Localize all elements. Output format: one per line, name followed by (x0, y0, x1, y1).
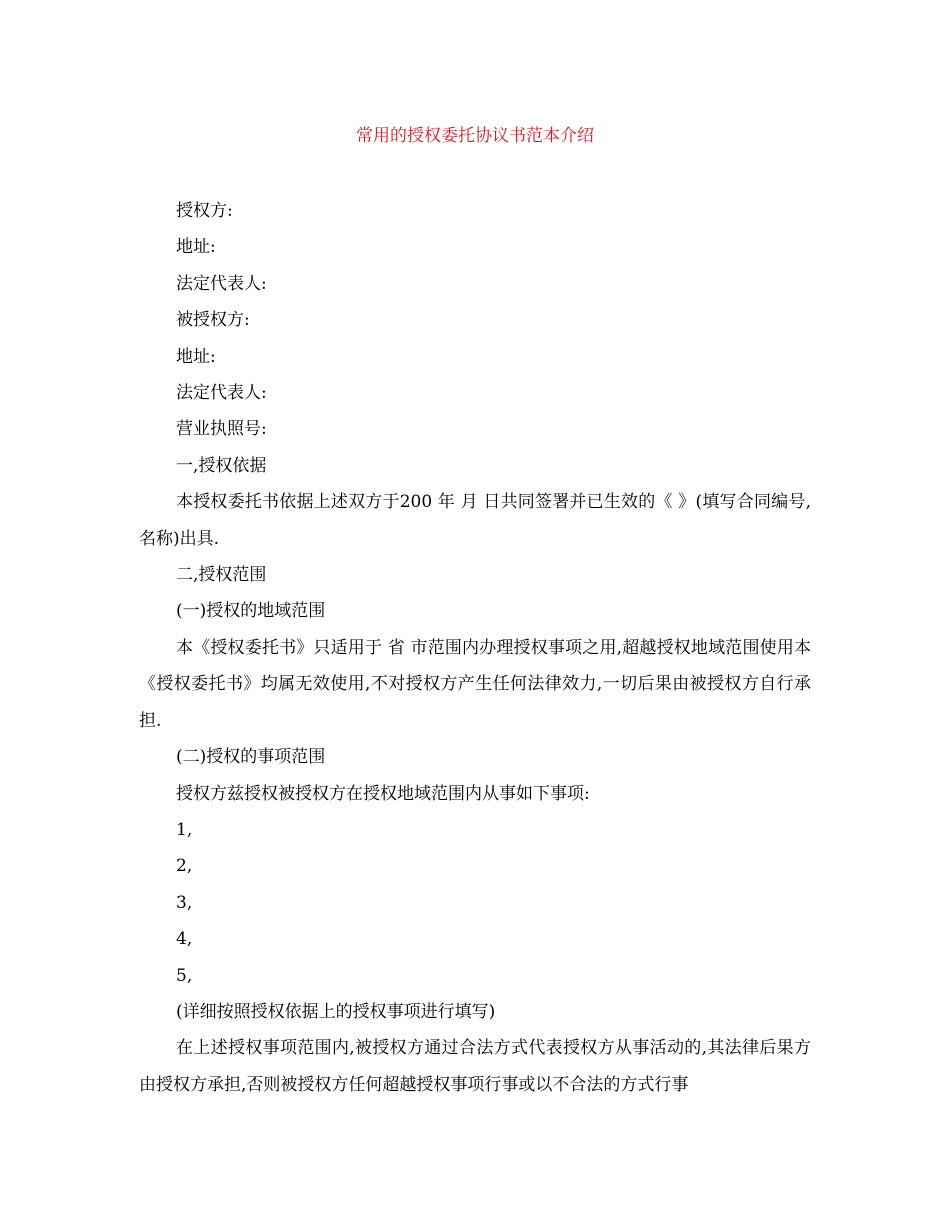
paragraph-grantor-address: 地址: (176, 237, 216, 258)
paragraph-grantee: 被授权方: (176, 310, 250, 331)
list-item-2: 2, (176, 856, 193, 877)
list-item-5: 5, (176, 965, 193, 986)
paragraph-grantee-address: 地址: (176, 346, 216, 367)
paragraph-matter-intro: 授权方兹授权被授权方在授权地域范围内从事如下事项: (176, 783, 590, 804)
subheading-territorial-scope: (一)授权的地域范围 (176, 601, 326, 622)
paragraph-business-license: 营业执照号: (176, 419, 267, 440)
subheading-matter-scope: (二)授权的事项范围 (176, 747, 326, 768)
list-item-3: 3, (176, 892, 193, 913)
list-item-1: 1, (176, 819, 193, 840)
paragraph-fill-note: (详细按照授权依据上的授权事项进行填写) (176, 1001, 496, 1022)
paragraph-grantee-legal-rep: 法定代表人: (176, 383, 267, 404)
section-heading-scope: 二,授权范围 (176, 565, 267, 586)
paragraph-grantor-legal-rep: 法定代表人: (176, 273, 267, 294)
paragraph-basis-text: 本授权委托书依据上述双方于200 年 月 日共同签署并已生效的《 》(填写合同编号,名称)出具. (139, 492, 811, 549)
list-item-4: 4, (176, 929, 193, 950)
document-title: 常用的授权委托协议书范本介绍 (356, 126, 594, 146)
paragraph-grantor: 授权方: (176, 201, 233, 221)
section-heading-basis: 一,授权依据 (176, 455, 267, 476)
paragraph-legal-consequence: 在上述授权事项范围内,被授权方通过合法方式代表授权方从事活动的,其法律后果方由授权方承担,否则被授权方任何超越授权事项行事或以不合法的方式行事 (139, 1038, 811, 1095)
document-body (139, 193, 811, 1103)
paragraph-territorial-scope: 本《授权委托书》只适用于 省 市范围内办理授权事项之用,超越授权地域范围使用本《授权委托书》均属无效使用,不对授权方产生任何法律效力,一切后果由被授权方自行承担. (139, 637, 811, 731)
